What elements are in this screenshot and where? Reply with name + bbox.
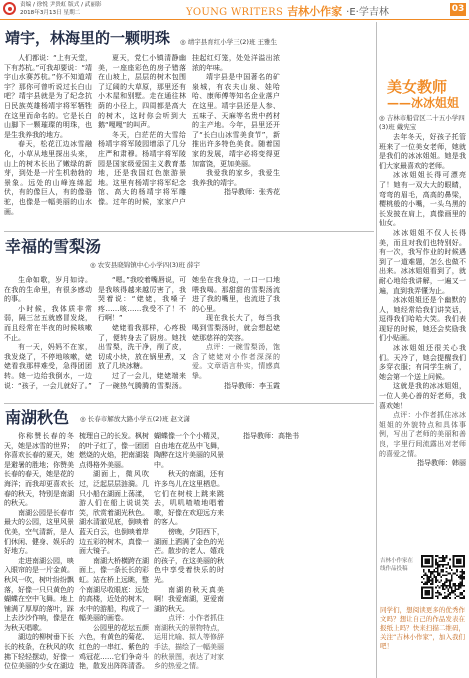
paragraph: 冰冰姐姐不仅人长得美，而且对我们也特别好。有一次，我写作业的时候遇到了一道难题，怎么也做不出来。冰冰姐姐看到了，就耐心地给我讲解，一遍又一遍，直到我弄懂为止。 <box>379 228 466 295</box>
paragraph: 小时候，我体质非常弱，隔三岔五就感冒发烧，而且经常在半夜的时候咳嗽不止。 <box>4 304 92 342</box>
paragraph: 春天，松花江边冰雪融化，小草从地里探出头来，山上的树木长出了嫩绿的新芽，到处是一片生机勃勃的景象。远处的山峰连绵起伏，有的像巨人，有的像骆驼，也像是一幅美丽的山水画。 <box>4 140 92 216</box>
article-body <box>4 432 374 675</box>
qr-code-icon <box>421 555 465 599</box>
article-author: ◎ 长春市解放大路小学五(2)班 赵文潇 <box>80 415 191 423</box>
paragraph: 你称赞长春的冬天，她是冰雪的世界；你喜欢长春的夏天，她是避暑的胜地；你赞美长春的春天，她是花的海洋；而我却更喜欢长春的秋天，特别是南湖的秋天。 <box>4 432 74 508</box>
page-header <box>0 0 469 20</box>
paragraph: 冰冰姐姐还是个幽默的人，她经常给我们讲笑话，逗得我们哈哈大笑。我们表现好的时候，她还会奖励我们小贴画。 <box>379 296 466 343</box>
teacher-comment: 点评：小作者抓住南湖秋天的景物特点，运用比喻、拟人等修辞手法，描绘了一幅美丽的秋景图，表达了对家乡的热爱之情。 <box>154 614 224 671</box>
article-author: ◎ 农安县晓锦镇中心小学四(3)班 薛宇 <box>90 261 201 269</box>
paragraph: 过了一会儿，姥姥端来了一碗热气腾腾的雪梨汤。她坐在我身边，一口一口地喂我喝。那甜甜的雪梨汤流进了我的嘴里，也流进了我的心里。 <box>98 276 280 390</box>
paragraph: 冬天，白茫茫的大雪给杨靖宇将军陵园增添了几分庄严和肃穆。杨靖宇将军陵园是国家级爱国主义教育基地，还是我国红色旅游景地。这里有杨靖宇将军纪念馆、高大的杨靖宇将军雕像。过年的时候，家家户户挂起红灯笼，处处洋溢出浓浓的年味。 <box>98 54 280 206</box>
section-subtitle: ·E·学吉林 <box>346 7 389 18</box>
sidebar-subtitle: ——冰冰姐姐 <box>387 96 460 110</box>
section-title-cn: 吉林小作家 <box>287 5 343 18</box>
article-pear-soup <box>4 234 374 402</box>
sidebar-title: 美女教师 <box>387 78 448 96</box>
paragraph: 公园里的花坛五颜六色，有黄色的菊花、红色的一串红、紫色的鸡冠花……它们争奇斗艳，散发出阵阵清香。蝴蝶像一个个小精灵，自由地在花丛中飞舞，陶醉在这片美丽的风景中。 <box>79 432 224 671</box>
paragraph: 这就是我的冰冰姐姐，一位人美心善的好老师，我喜欢她！ <box>379 382 466 410</box>
paragraph: 湖边的柳树垂下长长的枝条，在秋风的吹拂下轻轻摆动，好像一位位美丽的少女在湖边梳理自己的长发。枫树的叶子红了，像一团团燃烧的火焰，把南湖装点得格外美丽。 <box>4 432 149 671</box>
paragraph: 冰冰姐姐长得可漂亮了！她有一双大大的眼睛，弯弯的眉毛，高高的鼻梁，樱桃般的小嘴，一头乌黑的长发披在肩上，真像画里的仙女。 <box>379 171 466 228</box>
section-banner <box>186 3 389 19</box>
submission-label: 吉林小作家在线作品投稿 <box>380 558 414 572</box>
article-nanhu-autumn <box>4 406 374 676</box>
sidebar-author: ◎ 吉林市船营区二十五小学四(3)班 戴宪宝 <box>379 114 465 131</box>
article-body <box>4 54 374 226</box>
paragraph: 南湖大桥横跨在湖面上，像一条长长的彩虹。站在桥上远眺，整个南湖尽收眼底：远处的高楼，近处的树木，水中的游船，构成了一幅美丽的画卷。 <box>79 556 149 623</box>
paragraph: 湖面上，微风吹过，泛起层层涟漪。几只小船在湖面上荡漾，游人们在船上说说笑笑，欣赏着湖光秋色。湖水清澈见底，倒映着蓝天白云，也倒映着岸边五彩的树木，真像一面大镜子。 <box>79 470 149 556</box>
paragraph: 现在我长大了，每当我喝到雪梨汤时，就会想起姥姥那慈祥的笑容。 <box>192 314 280 342</box>
paragraph: 姥姥看我那样，心疼极了，便转身去了厨房。她找出雪梨，洗干净，削了皮，切成小块，放在锅里煮，又放了几块冰糖。 <box>98 323 186 371</box>
teacher-comment: 点评：小作者抓住冰冰姐姐的外貌特点和具体事例，写出了老师的美丽和善良，字里行间流露出对老师的喜爱之情。 <box>379 411 466 458</box>
sidebar-divider <box>376 22 377 678</box>
sidebar-body <box>379 133 466 545</box>
paragraph: “嗯。”我咬着嘴唇说，可是我咳得越来越厉害了，我哭着说：“姥姥，我嗓子疼……咳……我受不了！不行啊！” <box>98 276 186 323</box>
teacher-comment: 点评：一碗雪梨汤，饱含了姥姥对小作者深深的爱。文章语言朴实，情感真挚。 <box>192 343 280 380</box>
paragraph: 傍晚，夕阳西下，湖面上洒满了金色的光芒。散步的老人、嬉戏的孩子，在这美丽的秋色中享受着快乐的时光。 <box>154 527 224 584</box>
editors-line: 责编 / 徐悦 尹贵虹 版式 / 武丽影 <box>20 2 102 8</box>
paragraph: 秋天的南湖，还有许多鸟儿在这里栖息。它们在树枝上跳来跳去，叽叽喳喳地唱着歌，好像在欢迎远方来的客人。 <box>154 470 224 527</box>
sidebar-article-teacher <box>379 22 466 678</box>
article-divider <box>4 403 374 404</box>
section-title-en: YOUNG WRITERS <box>186 7 284 18</box>
paragraph: 南湖的秋天真美啊！我爱南湖，更爱南湖的秋天。 <box>154 585 224 613</box>
paragraph: 我爱我的家乡，我爱生我养我的靖宇。 <box>192 169 280 187</box>
article-jingyu <box>4 24 374 228</box>
guide-teacher: 指导教师：张秀花 <box>224 188 280 197</box>
paragraph: 去年冬天，好孩子托管班来了一位美女老师，她就是我们的冰冰姐姐。她是我们大家最喜欢的老师。 <box>379 133 466 170</box>
article-author: ◎ 靖宇县育红小学三(2)班 王雅生 <box>180 38 278 46</box>
paragraph: 生命如歌，岁月如诗。在我的生命里，有很多感动的事。 <box>4 276 92 304</box>
promo-text: 同学们，想阅读更多的优秀作文吗？想让自己的作品发表在报纸上吗？快来扫描二维码，关注“吉林小作家”，加入我们吧！ <box>380 606 465 650</box>
paragraph: 南湖公园是长春市最大的公园，这里风景优美，空气清新，是人们休闲、健身、娱乐的好地方。 <box>4 508 74 556</box>
guide-teacher: 指导教师：韩丽 <box>417 459 466 468</box>
paragraph: 靖宇县是中国著名的矿泉城，有农夫山泉、娃哈哈、康师傅等知名企业落户在这里。靖宇县还是人参、五味子、天麻等名贵中药材的主产地。今年，县里还开了“长白山冰雪美食节”，新推出许多特色美食。随着国家的发展，靖宇必将变得更加富饶，更加美丽。 <box>192 73 280 168</box>
article-divider <box>4 231 374 232</box>
article-title: 靖宇，林海里的一颗明珠 <box>5 29 171 47</box>
article-body <box>4 276 374 400</box>
page-number: 03 <box>451 4 465 14</box>
paragraph: 冰冰姐姐还很关心我们。天冷了，她会提醒我们多穿衣服；有同学生病了，她会第一个送上问候。 <box>379 344 466 381</box>
paragraph: 走进南湖公园，映入眼帘的是一片金黄。秋风一吹，树叶纷纷飘落，好像一只只黄色的蝴蝶在空中飞舞。地上铺满了厚厚的落叶，踩上去沙沙作响，像是在为秋天唱歌。 <box>4 556 74 632</box>
paragraph: 有一天，妈妈不在家，我发烧了，不停地咳嗽，姥姥看我那样难受，急得团团转。她一边给我倒水，一边说：“孩子，一会儿就好了。” <box>4 343 92 390</box>
paragraph: 夏天，党仁小镇清静幽美，一座座彩色的房子错落在山坡上，层层的树木包围了辽阔的大草原，那里还有小木屋和别墅。走在通往林荫的小径上，四周都是高大的树木，这时你会听到大鹅“嘎嘎”的叫声。 <box>98 54 186 130</box>
newspaper-logo-icon <box>3 2 16 15</box>
guide-teacher: 指导教师：李玉霞 <box>224 381 280 390</box>
guide-teacher: 指导教师：高艳书 <box>243 432 299 440</box>
paragraph: 人们都说：“上有天堂，下有苏杭。”可我却要说：“靖宇山水赛苏杭。”你不知道靖宇？那你可曾听说过长白山吧？靖宇县就是为了纪念抗日民族英雄杨靖宇将军牺牲在这里而命名的。它是长白山脚下一颗璀璨的明珠，也是生我养我的地方。 <box>4 54 92 139</box>
issue-date: 2018年3月13日 星期二 <box>20 10 81 16</box>
article-title: 南湖秋色 <box>5 408 70 427</box>
article-title: 幸福的雪梨汤 <box>5 237 102 256</box>
